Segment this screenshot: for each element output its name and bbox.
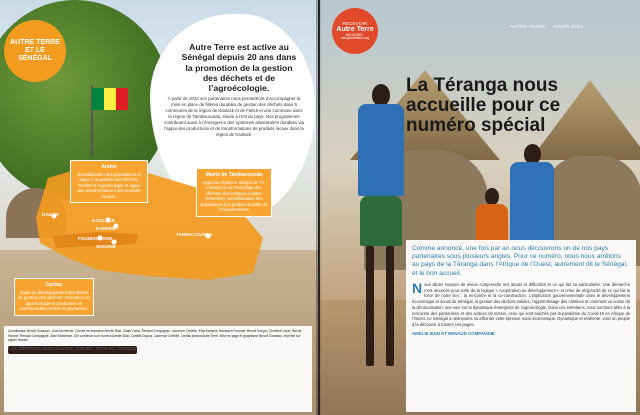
logo-line-2: Autre Terre	[336, 26, 374, 34]
intro-text: À partir de 2022 ses partenaires nous permettront d’accompagner la mise en place de filières durables de gestion des déchets dans 5 communes de la région de Kaolack et de Fatick et une commune dans la région de Tambacounda, située à l’est du pays. Nos programmes contribuent aussi à l’émergence des systèmes alimentaires durables via l’appui des productions et de transformations de produits locaux dans la région de Kaolack.	[164, 96, 304, 137]
town-label-kaolack: KAOLACK	[92, 218, 115, 223]
magazine-logo	[332, 8, 378, 54]
flag-stripe-yellow	[104, 88, 116, 110]
callout-text: Appui au développement des filières de gestion des déchets. Formation en agroécologie et production en communautés rurales et paysannes.	[18, 289, 90, 312]
town-label-kahone: KAHONE	[96, 226, 116, 231]
town-label-foundiougne: FOUNDIOUGNE	[78, 236, 113, 241]
logo-line-3: MAGAZINE · info@autreterre.org	[341, 32, 369, 41]
article-lede: Comme annoncé, une fois par an nous découvrons un de nos pays partenaires sous plusieurs angles. Pour ce numéro, nous nous arrêtons au pays de la Téranga dans l’Afrique de l’Ouest, autrement dit le Sénégal, et le bon accueil.	[412, 245, 628, 277]
drop-cap: N	[412, 279, 423, 296]
article-box	[406, 240, 636, 412]
callout-text: Appui au Système Intégré de Tri-Informel et au Recyclage des déchets domestiques solides (SINAISS). Sensibilisation des populations à la gestion durable de l’environnement.	[200, 179, 268, 213]
callout-text: Sensibilisation des populations et appui à la gestion des déchets. Soutien à l’agroécologie et appui aux transformateurs des produits locaux.	[77, 171, 141, 199]
town-label-sokone: SOKONE	[96, 244, 116, 249]
callout-caritas	[14, 278, 94, 316]
callout-andes	[70, 160, 148, 203]
issue-number: AUTRE TERRE	[510, 24, 547, 29]
article-body-text: ous allons essayer de mieux comprendre ses atouts et difficultés et ce qui fait sa particularité. Une démarche s’est amorcée pour sortir de la logique « coopération au développement » et créer de réciprocité de ce qui fait la force de notre lien : la rencontre et la co-construction. L’implication gouvernementale dans le développement économique et social du Sénégal, la gestion des déchets solides, l’apprentissage des cantines et comment va notion de la décolonisation, une voie sur la dynamique émergente de l’agroécologie. Dans ces entretiens, nous sommes allés à la rencontre des partenaires et des acteurs de terrain, ceux qui sont touchés par la pandémie du Covid-19 en Afrique de l’Ouest. Le Sénégal a néanmoins su affronter cette épreuve socio-économique. Dynamique et résiliente, voici un peuple à la découvrir à travers ces pages.	[412, 281, 630, 327]
credits-text: Coordination Benoît Gosseau, Jean Montenier. Comité de rédaction Amelie Bazi, Claire Carla, Renaud Compagnie, Laurence Crételle, Elsa Kompeti, Baudouin Fournier, Benoît Goujon, Christine Lepin, Benoît Hamon, Renaud Compagnie, Jean Montenier. Ont contribué à ce numéro Amelie Bazi, Camille Dupuis, Laurence Crételle. Crédits photos Autre Terre. Mise en page et graphisme Benoît Gosseau. Imprimé sur papier recyclé.	[8, 329, 302, 343]
callout-tambacounda	[196, 168, 272, 217]
intro-title: Autre Terre est active au Sénégal depuis 20 ans dans la promotion de la gestion des déchets et de l’agroécologie.	[181, 42, 297, 94]
page-gutter	[316, 0, 322, 415]
headline: La Téranga nous accueille pour ce numéro spécial	[406, 75, 561, 136]
flag-stripe-green	[92, 88, 104, 110]
map-legend: Les différents lieux d’action d’Autre Terre au Sénégal	[8, 345, 137, 352]
callout-title: Mairie de Tambacounda	[205, 172, 263, 178]
right-page	[320, 0, 640, 415]
issue-date: HIVER 2021	[553, 24, 583, 29]
article-body	[412, 279, 630, 328]
left-page	[0, 0, 318, 415]
section-badge: AUTRE TERRE ET LE SÉNÉGAL	[4, 20, 66, 82]
logo-line-1: RECEVOIR	[342, 20, 368, 26]
senegal-flag-icon	[92, 88, 128, 110]
town-label-tambacounda: TAMBACOUNDA	[176, 232, 213, 237]
flag-stripe-red	[116, 88, 128, 110]
issue-info	[510, 24, 589, 29]
article-byline: AMÉLIE BAZI ET RENAUD COMPAGNIE	[412, 330, 495, 336]
credits-box	[4, 326, 312, 412]
callout-title: Andes	[101, 164, 117, 170]
callout-title: Caritas	[45, 282, 63, 288]
town-label-dakar: DAKAR	[42, 212, 59, 217]
